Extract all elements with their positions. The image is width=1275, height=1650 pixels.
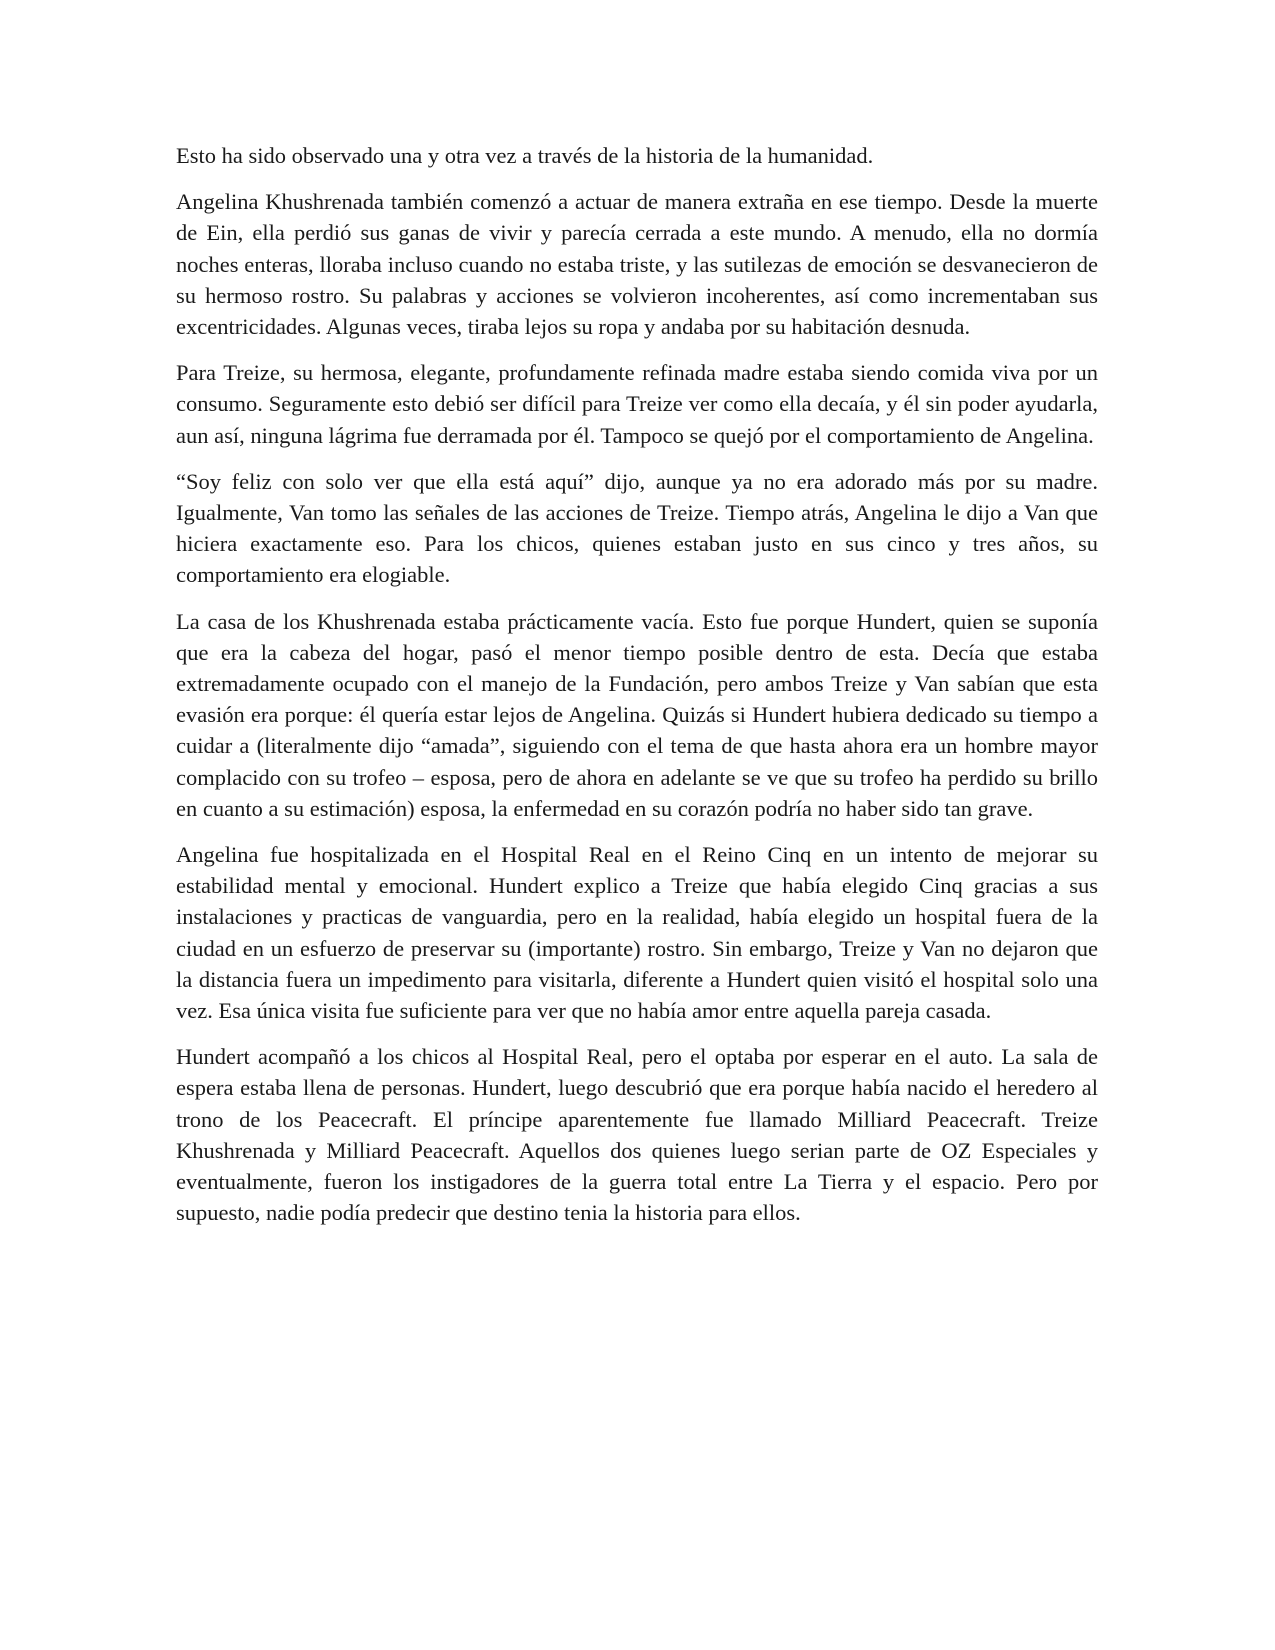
paragraph-6: Angelina fue hospitalizada en el Hospital Real en el Reino Cinq en un intento de mejorar su estabilidad mental y emocional. Hundert explico a Treize que había elegido Cinq gracias a sus instalaciones y practicas de vanguardia, pero en la realidad, había elegido un hospital fuera de la ciudad en un esfuerzo de preservar su (importante) rostro. Sin embargo, Treize y Van no dejaron que la distancia fuera un impedimento para visitarla, diferente a Hundert quien visitó el hospital solo una vez. Esa única visita fue suficiente para ver que no había amor entre aquella pareja casada.	[176, 842, 1098, 1024]
document-page	[176, 140, 1098, 1244]
paragraph-2: Angelina Khushrenada también comenzó a actuar de manera extraña en ese tiempo. Desde la muerte de Ein, ella perdió sus ganas de vivir y parecía cerrada a este mundo. A menudo, ella no dormía noches enteras, lloraba incluso cuando no estaba triste, y las sutilezas de emoción se desvanecieron de su hermoso rostro. Su palabras y acciones se volvieron incoherentes, así como incrementaban sus excentricidades. Algunas veces, tiraba lejos su ropa y andaba por su habitación desnuda.	[176, 189, 1098, 340]
paragraph-7: Hundert acompañó a los chicos al Hospital Real, pero el optaba por esperar en el auto. La sala de espera estaba llena de personas. Hundert, luego descubrió que era porque había nacido el heredero al trono de los Peacecraft. El príncipe aparentemente fue llamado Milliard Peacecraft. Treize Khushrenada y Milliard Peacecraft. Aquellos dos quienes luego serian parte de OZ Especiales y eventualmente, fueron los instigadores de la guerra total entre La Tierra y el espacio. Pero por supuesto, nadie podía predecir que destino tenia la historia para ellos.	[176, 1044, 1098, 1226]
paragraph-3: Para Treize, su hermosa, elegante, profundamente refinada madre estaba siendo comida viva por un consumo. Seguramente esto debió ser difícil para Treize ver como ella decaía, y él sin poder ayudarla, aun así, ninguna lágrima fue derramada por él. Tampoco se quejó por el comportamiento de Angelina.	[176, 360, 1098, 448]
paragraph-5: La casa de los Khushrenada estaba prácticamente vacía. Esto fue porque Hundert, quien se suponía que era la cabeza del hogar, pasó el menor tiempo posible dentro de esta. Decía que estaba extremadamente ocupado con el manejo de la Fundación, pero ambos Treize y Van sabían que esta evasión era porque: él quería estar lejos de Angelina. Quizás si Hundert hubiera dedicado su tiempo a cuidar a (literalmente dijo “amada”, siguiendo con el tema de que hasta ahora era un hombre mayor complacido con su trofeo – esposa, pero de ahora en adelante se ve que su trofeo ha perdido su brillo en cuanto a su estimación) esposa, la enfermedad en su corazón podría no haber sido tan grave.	[176, 608, 1098, 821]
paragraph-4: “Soy feliz con solo ver que ella está aquí” dijo, aunque ya no era adorado más por su madre. Igualmente, Van tomo las señales de las acciones de Treize. Tiempo atrás, Angelina le dijo a Van que hiciera exactamente eso. Para los chicos, quienes estaban justo en sus cinco y tres años, su comportamiento era elogiable.	[176, 468, 1098, 588]
paragraph-1: Esto ha sido observado una y otra vez a través de la historia de la humanidad.	[176, 143, 874, 168]
